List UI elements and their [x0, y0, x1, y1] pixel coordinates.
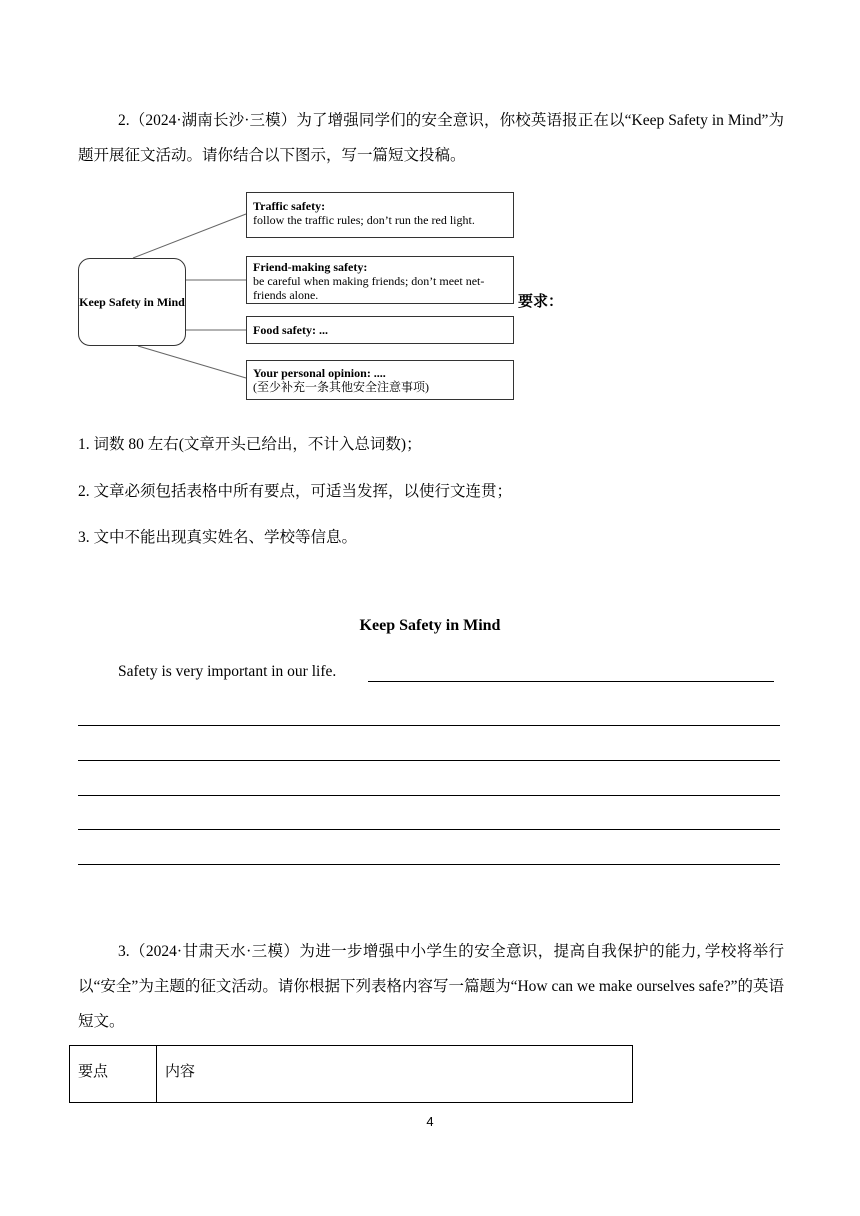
box-title: Traffic safety: [253, 199, 326, 213]
box-friend-making-safety [246, 256, 514, 304]
rule-1: 1. 词数 80 左右(文章开头已给出，不计入总词数)； [78, 436, 422, 453]
writing-line[interactable] [78, 864, 780, 865]
writing-line[interactable] [368, 681, 774, 682]
points-table [69, 1045, 633, 1103]
writing-line[interactable] [78, 795, 780, 796]
box-personal-opinion [246, 360, 514, 400]
writing-line[interactable] [78, 829, 780, 830]
essay-title: Keep Safety in Mind [359, 617, 501, 634]
connector-opinion [138, 346, 246, 378]
box-food-safety [246, 316, 514, 344]
table-header-content: 内容 [157, 1046, 633, 1103]
requirements-label: 要求： [518, 294, 564, 310]
mind-map-center: Keep Safety in Mind [78, 258, 186, 346]
safety-mind-map [78, 190, 518, 405]
box-traffic-safety [246, 192, 514, 238]
question-3-intro: 3.（2024·甘肃天水·三模）为进一步增强中小学生的安全意识，提高自我保护的能力, 学校将举行以“安全”为主题的征文活动。请你根据下列表格内容写一篇题为“How can we make ourselves safe?”的英语短文。 [78, 943, 784, 1030]
box-title: Friend-making safety: [253, 260, 368, 274]
box-title: Your personal opinion: .... [253, 366, 386, 380]
connector-traffic [133, 214, 246, 258]
question-2-intro: 2.（2024·湖南长沙·三模）为了增强同学们的安全意识，你校英语报正在以“Keep Safety in Mind”为题开展征文活动。请你结合以下图示，写一篇短文投稿。 [78, 112, 784, 164]
rule-3: 3. 文中不能出现真实姓名、学校等信息。 [78, 529, 358, 546]
rule-2: 2. 文章必须包括表格中所有要点，可适当发挥，以使行文连贯； [78, 483, 513, 500]
table-row [70, 1046, 633, 1103]
box-body: follow the traffic rules; don’t run the red light. [253, 213, 475, 227]
box-body: be careful when making friends; don’t meet net-friends alone. [253, 274, 485, 302]
page-number: 4 [426, 1114, 434, 1129]
writing-line[interactable] [78, 760, 780, 761]
writing-line[interactable] [78, 725, 780, 726]
box-title: Food safety: ... [253, 323, 328, 337]
box-body: (至少补充一条其他安全注意事项) [253, 380, 429, 394]
essay-opening-sentence: Safety is very important in our life. [118, 663, 337, 680]
table-header-points: 要点 [70, 1046, 157, 1103]
